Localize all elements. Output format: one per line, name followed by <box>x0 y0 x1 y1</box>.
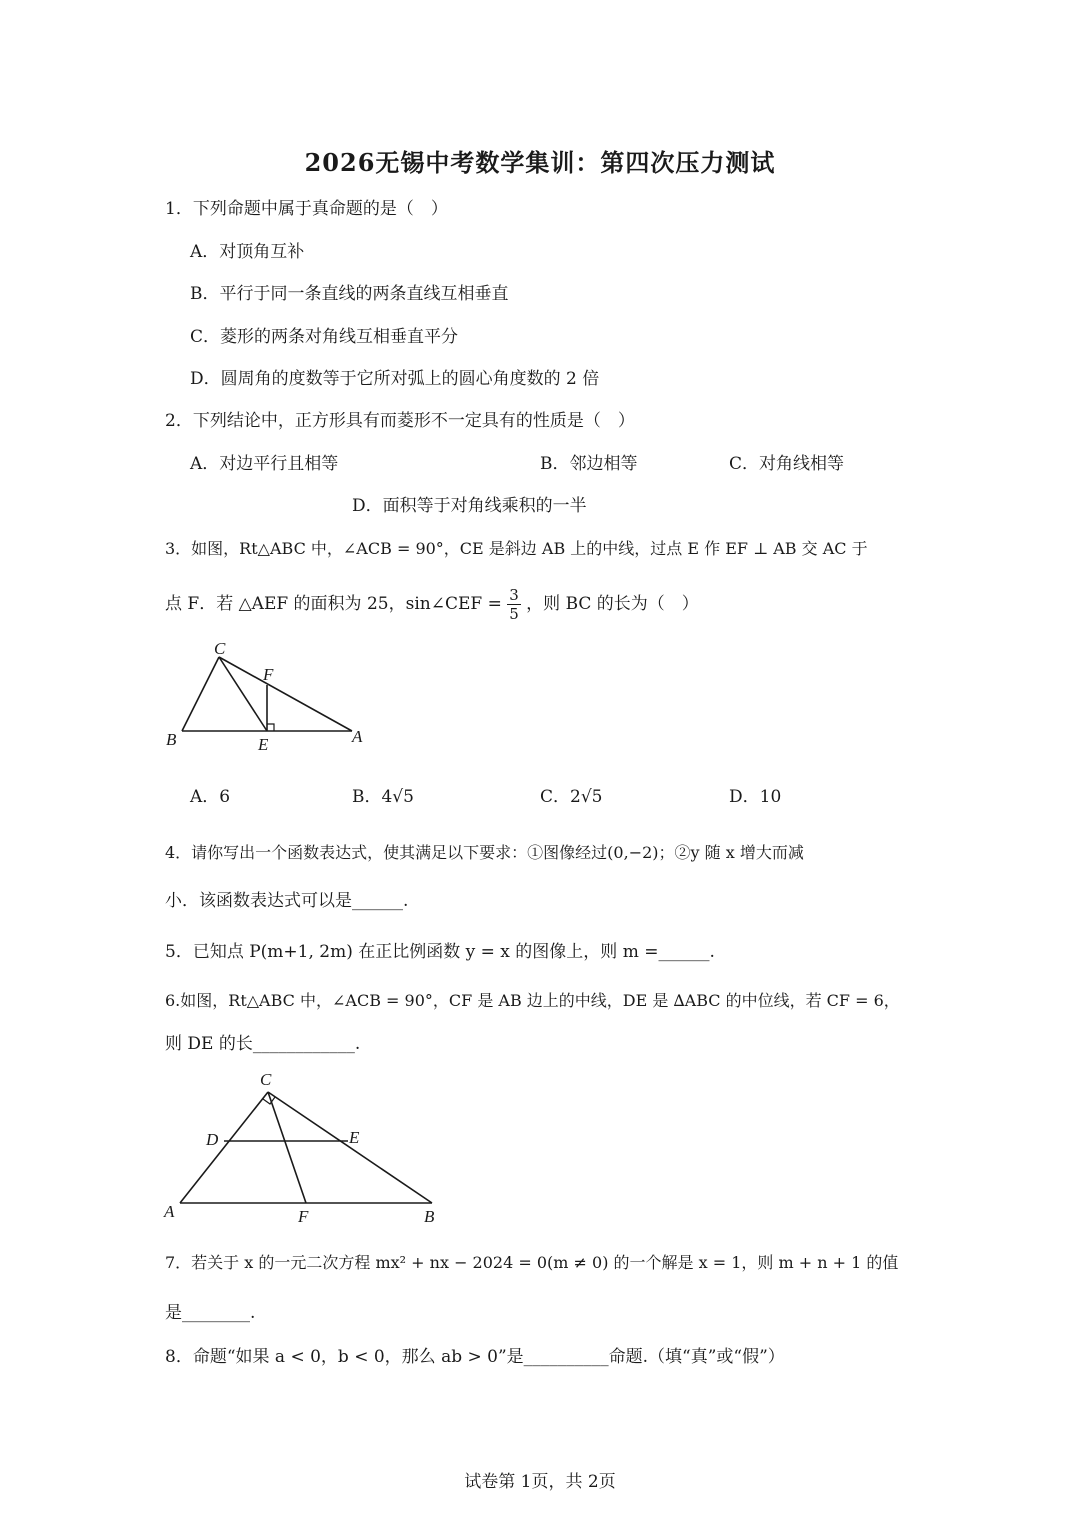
q3-label-e: E <box>258 735 269 754</box>
q1-option-a: A．对顶角互补 <box>190 242 305 262</box>
q1-option-c: C．菱形的两条对角线互相垂直平分 <box>190 327 459 347</box>
q3-option-c: C．2√5 <box>540 787 603 807</box>
q3-label-a: A <box>352 727 363 746</box>
q6-label-e: E <box>349 1128 360 1147</box>
q3-right-angle-mark <box>267 724 274 731</box>
q6-segment-cf <box>268 1092 306 1203</box>
q7-line1: 7．若关于 x 的一元二次方程 mx² + nx − 2024 = 0(m ≠ 0) 的一个解是 x = 1，则 m + n + 1 的值 <box>165 1253 899 1272</box>
q6-label-b: B <box>424 1207 435 1226</box>
q8-line: 8．命题“如果 a < 0，b < 0，那么 ab > 0”是__________命题.（填“真”或“假”） <box>165 1347 785 1367</box>
q2-stem: 2．下列结论中，正方形具有而菱形不一定具有的性质是（ ） <box>165 411 635 431</box>
q2-option-c: C．对角线相等 <box>729 454 845 474</box>
q1-stem: 1．下列命题中属于真命题的是（ ） <box>165 199 448 219</box>
q6-label-f: F <box>298 1207 309 1226</box>
q4-line1: 4．请你写出一个函数表达式，使其满足以下要求：①图像经过(0,−2)；②y 随 x 增大而减 <box>165 843 804 862</box>
q3-segment-ce <box>219 657 267 731</box>
q3-label-f: F <box>263 665 274 684</box>
q3-option-d: D．10 <box>729 787 782 807</box>
q5-line: 5．已知点 P(m+1, 2m) 在正比例函数 y = x 的图像上，则 m =______. <box>165 942 715 962</box>
q1-option-b: B．平行于同一条直线的两条直线互相垂直 <box>190 284 509 304</box>
page-title: 2026无锡中考数学集训：第四次压力测试 <box>304 148 776 177</box>
q3-segment-ca <box>219 657 352 731</box>
q3-fraction-den: 5 <box>509 605 519 623</box>
q3-line2 <box>165 586 699 623</box>
q2-option-a: A．对边平行且相等 <box>190 454 339 474</box>
page-footer: 试卷第 1页，共 2页 <box>464 1472 616 1492</box>
q6-segment-ac <box>180 1092 268 1203</box>
q2-option-b: B．邻边相等 <box>540 454 638 474</box>
q3-line2-b: ，则 BC 的长为（ ） <box>526 594 699 614</box>
q3-option-b: B．4√5 <box>352 787 414 807</box>
q6-label-d: D <box>206 1130 219 1149</box>
q6-line1: 6.如图，Rt△ABC 中，∠ACB = 90°，CF 是 AB 边上的中线，DE 是 ∆ABC 的中位线，若 CF = 6， <box>165 991 900 1010</box>
q6-label-c: C <box>260 1070 272 1089</box>
q3-option-a: A．6 <box>190 787 231 807</box>
q6-label-a: A <box>164 1202 175 1221</box>
q3-triangle-figure <box>160 632 380 757</box>
q6-line2: 则 DE 的长____________. <box>165 1034 361 1054</box>
q1-option-d: D．圆周角的度数等于它所对弧上的圆心角度数的 2 倍 <box>190 369 600 389</box>
q3-line2-a: 点 F．若 △AEF 的面积为 25，sin∠CEF = <box>165 594 502 614</box>
q6-right-angle-mark <box>263 1097 275 1104</box>
q3-fraction <box>507 586 521 623</box>
q3-label-b: B <box>166 730 177 749</box>
q6-segment-cb <box>268 1092 432 1203</box>
q7-line2: 是________. <box>165 1303 256 1323</box>
q4-line2: 小．该函数表达式可以是______. <box>165 891 409 911</box>
q2-option-d: D．面积等于对角线乘积的一半 <box>352 496 587 516</box>
q3-line1: 3．如图，Rt△ABC 中，∠ACB = 90°，CE 是斜边 AB 上的中线，过点 E 作 EF ⊥ AB 交 AC 于 <box>165 539 868 558</box>
q3-segment-bc <box>182 657 219 731</box>
q3-label-c: C <box>214 639 226 658</box>
q6-triangle-figure <box>160 1065 450 1230</box>
q3-fraction-num: 3 <box>509 586 519 604</box>
